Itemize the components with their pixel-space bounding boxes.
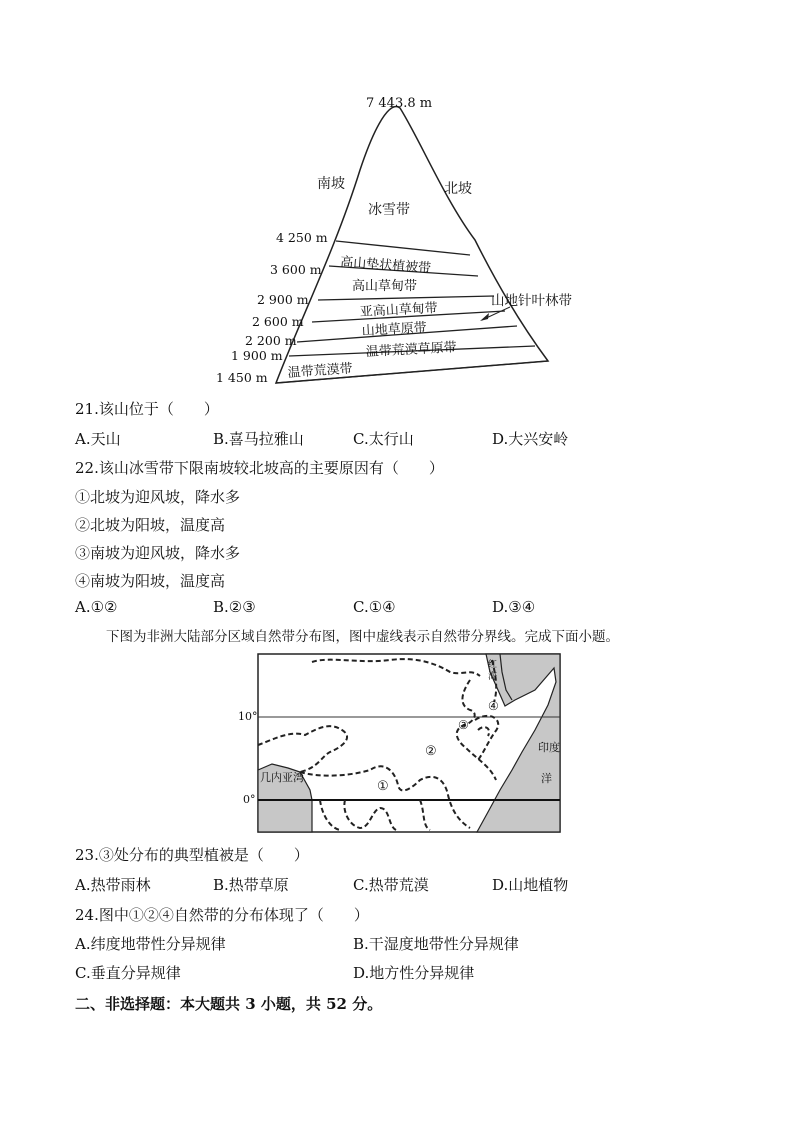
q22-item-3: ③南坡为迎风坡，降水多: [75, 544, 241, 562]
mountain-diagram: [216, 90, 600, 390]
gulf-label: 几内亚湾: [260, 771, 304, 784]
north-slope-label: 北坡: [444, 181, 472, 197]
q23-option-b[interactable]: B.热带草原: [213, 876, 289, 894]
q21-stem: 21.该山位于（ ）: [75, 400, 219, 418]
q22-item-2: ②北坡为阳坡，温度高: [75, 516, 226, 534]
zone-label-cushion: 高山垫状植被带: [339, 255, 432, 277]
elev-1900: 1 900 m: [231, 348, 283, 363]
zone-label-meadow: 高山草甸带: [352, 279, 418, 294]
q22-option-a[interactable]: A.①②: [75, 598, 118, 616]
q22-stem: 22.该山冰雪带下限南坡较北坡高的主要原因有（ ）: [75, 459, 444, 477]
zone-label-desert: 温带荒漠带: [287, 361, 354, 381]
section-heading: 二、非选择题：本大题共 3 小题，共 52 分。: [75, 995, 383, 1013]
zone-3-label: ③: [458, 718, 469, 732]
q24-option-d[interactable]: D.地方性分异规律: [353, 964, 475, 982]
q24-option-c[interactable]: C.垂直分异规律: [75, 964, 181, 982]
q22-option-b[interactable]: B.②③: [213, 598, 256, 616]
q23-option-d[interactable]: D.山地植物: [492, 876, 569, 894]
q23-option-a[interactable]: A.热带雨林: [75, 876, 151, 894]
q24-option-a[interactable]: A.纬度地带性分异规律: [75, 935, 226, 953]
callout-label: 山地针叶林带: [491, 293, 572, 309]
zone-2-label: ②: [425, 744, 437, 759]
lat-0-label: 0°: [243, 793, 256, 806]
lat-10-label: 10°: [238, 710, 258, 723]
q21-option-a[interactable]: A.天山: [75, 430, 121, 448]
elev-4250: 4 250 m: [276, 230, 328, 245]
q21-option-c[interactable]: C.太行山: [353, 430, 414, 448]
elev-2200: 2 200 m: [245, 333, 297, 348]
zone-label-steppe: 山地草原带: [361, 320, 428, 339]
elev-2600: 2 600 m: [252, 314, 304, 329]
q22-item-1: ①北坡为迎风坡，降水多: [75, 488, 241, 506]
indian-ocean-label-2: 洋: [541, 772, 552, 785]
zone-1-label: ①: [377, 779, 389, 794]
south-slope-label: 南坡: [317, 176, 345, 192]
zone-label-desert-steppe: 温带荒漠草原带: [365, 340, 458, 360]
zone-4-label: ④: [488, 699, 499, 713]
q21-option-d[interactable]: D.大兴安岭: [492, 430, 569, 448]
zone-label-subalpine: 亚高山草甸带: [359, 300, 439, 320]
q23-option-c[interactable]: C.热带荒漠: [353, 876, 429, 894]
map-intro: 下图为非洲大陆部分区域自然带分布图，图中虚线表示自然带分界线。完成下面小题。: [106, 629, 619, 645]
indian-ocean-label-1: 印度: [538, 741, 560, 754]
elev-3600: 3 600 m: [270, 262, 322, 277]
peak-label: 7 443.8 m: [366, 96, 433, 111]
q22-item-4: ④南坡为阳坡，温度高: [75, 572, 226, 590]
red-sea-label-1: 红: [488, 660, 498, 670]
q24-stem: 24.图中①②④自然带的分布体现了（ ）: [75, 906, 369, 924]
q24-option-b[interactable]: B.干湿度地带性分异规律: [353, 935, 519, 953]
zone-line-4250: [336, 241, 470, 255]
q23-stem: 23.③处分布的典型植被是（ ）: [75, 846, 309, 864]
q22-option-c[interactable]: C.①④: [353, 598, 396, 616]
q21-option-b[interactable]: B.喜马拉雅山: [213, 430, 304, 448]
elev-1450: 1 450 m: [216, 370, 268, 385]
callout-arrowhead: [480, 313, 489, 321]
zone-label-ice: 冰雪带: [368, 202, 410, 218]
q22-option-d[interactable]: D.③④: [492, 598, 536, 616]
red-sea-label-2: 海: [488, 672, 498, 682]
africa-zone-map: [230, 650, 565, 835]
zone-line-2900: [318, 296, 494, 300]
elev-2900: 2 900 m: [257, 292, 309, 307]
